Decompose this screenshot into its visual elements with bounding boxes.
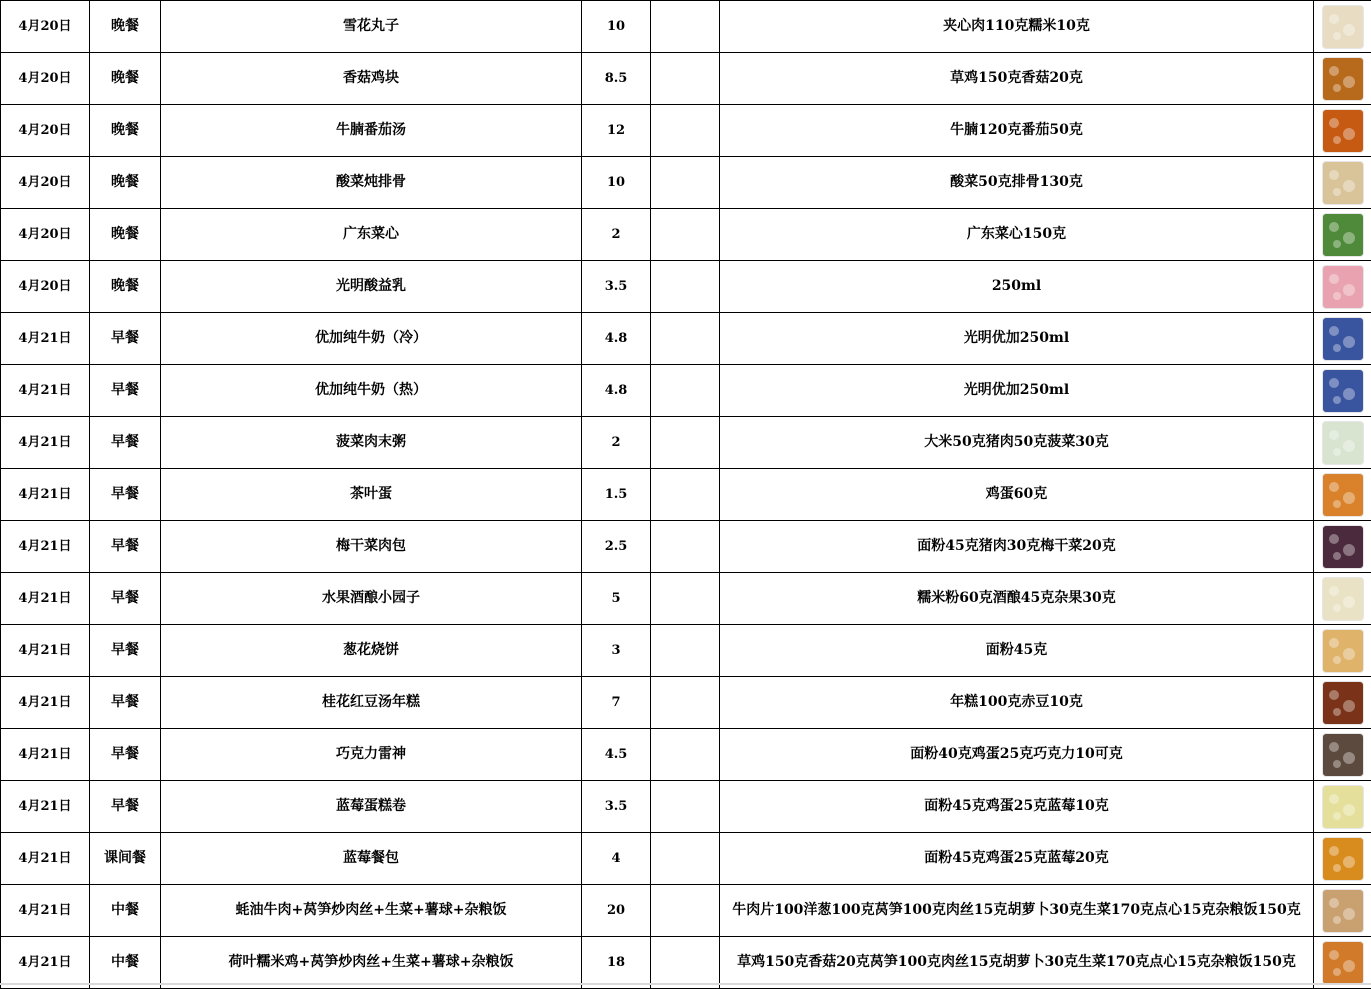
meal-cell[interactable]: 早餐 <box>90 573 161 625</box>
photo-detail <box>1333 708 1341 716</box>
snowball-meatballs-photo[interactable] <box>1322 5 1364 49</box>
empty-cell[interactable] <box>651 521 720 573</box>
empty-cell[interactable] <box>651 833 720 885</box>
ingredients-cell[interactable]: 250ml <box>720 261 1314 313</box>
meal-cell[interactable]: 晚餐 <box>90 209 161 261</box>
photo-detail <box>1333 188 1341 196</box>
empty-cell[interactable] <box>651 365 720 417</box>
photo-detail <box>1329 222 1339 232</box>
empty-cell[interactable] <box>651 729 720 781</box>
menu-rows <box>1 1 1371 989</box>
photo-detail <box>1329 794 1339 804</box>
ingredients-cell[interactable]: 面粉45克 <box>720 625 1314 677</box>
price-cell[interactable]: 18 <box>582 937 651 989</box>
ingredients-cell[interactable]: 酸菜50克排骨130克 <box>720 157 1314 209</box>
blueberry-cake-roll-photo[interactable] <box>1322 785 1364 829</box>
date-cell[interactable]: 4月21日 <box>1 885 90 937</box>
dish-cell[interactable]: 蓝莓餐包 <box>161 833 582 885</box>
photo-detail <box>1343 908 1355 920</box>
beef-tomato-soup-photo[interactable] <box>1322 109 1364 153</box>
empty-cell[interactable] <box>651 937 720 989</box>
photo-detail <box>1333 500 1341 508</box>
photo-detail <box>1333 344 1341 352</box>
photo-detail <box>1343 544 1355 556</box>
table-row <box>1 261 1371 313</box>
table-row <box>1 469 1371 521</box>
date-cell[interactable]: 4月21日 <box>1 417 90 469</box>
meal-cell[interactable]: 晚餐 <box>90 53 161 105</box>
dish-cell[interactable]: 葱花烧饼 <box>161 625 582 677</box>
price-cell[interactable]: 3.5 <box>582 261 651 313</box>
ingredients-cell[interactable]: 糯米粉60克酒酿45克杂果30克 <box>720 573 1314 625</box>
meal-cell[interactable]: 中餐 <box>90 885 161 937</box>
date-cell[interactable]: 4月21日 <box>1 781 90 833</box>
dish-cell[interactable]: 牛腩番茄汤 <box>161 105 582 157</box>
photo-cell[interactable] <box>1314 833 1371 885</box>
photo-detail <box>1343 284 1355 296</box>
date-cell[interactable]: 4月20日 <box>1 209 90 261</box>
ingredients-cell[interactable]: 草鸡150克香菇20克莴笋100克肉丝15克胡萝卜30克生菜170克点心15克杂粮饭150克 <box>720 937 1314 989</box>
table-row <box>1 53 1371 105</box>
photo-detail <box>1329 742 1339 752</box>
photo-detail <box>1343 180 1355 192</box>
photo-detail <box>1333 84 1341 92</box>
price-cell[interactable]: 3 <box>582 625 651 677</box>
price-cell[interactable]: 2.5 <box>582 521 651 573</box>
table-row <box>1 365 1371 417</box>
ingredients-cell[interactable]: 年糕100克赤豆10克 <box>720 677 1314 729</box>
ingredients-cell[interactable]: 鸡蛋60克 <box>720 469 1314 521</box>
table-row <box>1 417 1371 469</box>
photo-cell[interactable] <box>1314 417 1371 469</box>
dish-cell[interactable]: 优加纯牛奶（热） <box>161 365 582 417</box>
photo-detail <box>1333 240 1341 248</box>
photo-cell[interactable] <box>1314 157 1371 209</box>
photo-detail <box>1343 232 1355 244</box>
empty-cell[interactable] <box>651 417 720 469</box>
ingredients-cell[interactable]: 面粉45克鸡蛋25克蓝莓20克 <box>720 833 1314 885</box>
table-row <box>1 781 1371 833</box>
red-bean-ricecake-photo[interactable] <box>1322 681 1364 725</box>
photo-detail <box>1333 136 1341 144</box>
meal-cell[interactable]: 早餐 <box>90 625 161 677</box>
ingredients-cell[interactable]: 广东菜心150克 <box>720 209 1314 261</box>
photo-detail <box>1329 950 1339 960</box>
price-cell[interactable]: 3.5 <box>582 781 651 833</box>
table-row <box>1 885 1371 937</box>
photo-cell[interactable] <box>1314 937 1371 989</box>
scallion-pancake-photo[interactable] <box>1322 629 1364 673</box>
photo-detail <box>1333 968 1341 976</box>
ingredients-cell[interactable]: 面粉45克鸡蛋25克蓝莓10克 <box>720 781 1314 833</box>
empty-cell[interactable] <box>651 313 720 365</box>
photo-cell[interactable] <box>1314 1 1371 53</box>
ingredients-cell[interactable]: 光明优加250ml <box>720 313 1314 365</box>
date-cell[interactable]: 4月21日 <box>1 469 90 521</box>
photo-detail <box>1333 916 1341 924</box>
photo-detail <box>1343 700 1355 712</box>
meal-cell[interactable]: 中餐 <box>90 937 161 989</box>
photo-detail <box>1343 24 1355 36</box>
dish-cell[interactable]: 梅干菜肉包 <box>161 521 582 573</box>
dish-cell[interactable]: 雪花丸子 <box>161 1 582 53</box>
empty-cell[interactable] <box>651 105 720 157</box>
photo-detail <box>1329 846 1339 856</box>
dish-cell[interactable]: 广东菜心 <box>161 209 582 261</box>
photo-cell[interactable] <box>1314 625 1371 677</box>
meal-cell[interactable]: 晚餐 <box>90 261 161 313</box>
table-row <box>1 105 1371 157</box>
ingredients-cell[interactable]: 夹心肉110克糯米10克 <box>720 1 1314 53</box>
table-row <box>1 729 1371 781</box>
photo-cell[interactable] <box>1314 209 1371 261</box>
dish-cell[interactable]: 桂花红豆汤年糕 <box>161 677 582 729</box>
dish-cell[interactable]: 巧克力雷神 <box>161 729 582 781</box>
date-cell[interactable]: 4月21日 <box>1 625 90 677</box>
dish-cell[interactable]: 蓝莓蛋糕卷 <box>161 781 582 833</box>
empty-cell[interactable] <box>651 573 720 625</box>
photo-cell[interactable] <box>1314 105 1371 157</box>
photo-detail <box>1329 170 1339 180</box>
date-cell[interactable]: 4月21日 <box>1 833 90 885</box>
date-cell[interactable]: 4月20日 <box>1 53 90 105</box>
choy-sum-photo[interactable] <box>1322 213 1364 257</box>
photo-cell[interactable] <box>1314 781 1371 833</box>
ingredients-cell[interactable]: 牛肉片100洋葱100克莴笋100克肉丝15克胡萝卜30克生菜170克点心15克杂粮饭150克 <box>720 885 1314 937</box>
photo-detail <box>1343 128 1355 140</box>
photo-cell[interactable] <box>1314 677 1371 729</box>
price-cell[interactable]: 2 <box>582 209 651 261</box>
photo-detail <box>1343 856 1355 868</box>
photo-detail <box>1343 960 1355 972</box>
photo-cell[interactable] <box>1314 261 1371 313</box>
meal-cell[interactable]: 早餐 <box>90 781 161 833</box>
ingredients-cell[interactable]: 大米50克猪肉50克菠菜30克 <box>720 417 1314 469</box>
price-cell[interactable]: 12 <box>582 105 651 157</box>
photo-detail <box>1333 448 1341 456</box>
meal-cell[interactable]: 晚餐 <box>90 157 161 209</box>
photo-detail <box>1333 760 1341 768</box>
photo-detail <box>1329 430 1339 440</box>
table-row <box>1 209 1371 261</box>
table-row <box>1 625 1371 677</box>
photo-detail <box>1333 864 1341 872</box>
price-cell[interactable]: 5 <box>582 573 651 625</box>
photo-detail <box>1343 388 1355 400</box>
price-cell[interactable]: 20 <box>582 885 651 937</box>
ingredients-cell[interactable]: 面粉40克鸡蛋25克巧克力10可克 <box>720 729 1314 781</box>
photo-detail <box>1343 804 1355 816</box>
photo-detail <box>1333 656 1341 664</box>
dish-cell[interactable]: 茶叶蛋 <box>161 469 582 521</box>
milk-carton-photo[interactable] <box>1322 369 1364 413</box>
dish-cell[interactable]: 荷叶糯米鸡+莴笋炒肉丝+生菜+薯球+杂粮饭 <box>161 937 582 989</box>
date-cell[interactable]: 4月21日 <box>1 521 90 573</box>
empty-cell[interactable] <box>651 261 720 313</box>
date-cell[interactable]: 4月20日 <box>1 157 90 209</box>
date-cell[interactable]: 4月20日 <box>1 105 90 157</box>
photo-cell[interactable] <box>1314 313 1371 365</box>
spinach-congee-photo[interactable] <box>1322 421 1364 465</box>
price-cell[interactable]: 4.5 <box>582 729 651 781</box>
date-cell[interactable]: 4月20日 <box>1 261 90 313</box>
bento-beef-photo[interactable] <box>1322 889 1364 933</box>
date-cell[interactable]: 4月21日 <box>1 937 90 989</box>
rice-ball-dessert-photo[interactable] <box>1322 577 1364 621</box>
photo-detail <box>1343 336 1355 348</box>
empty-cell[interactable] <box>651 625 720 677</box>
meal-cell[interactable]: 早餐 <box>90 313 161 365</box>
price-cell[interactable]: 10 <box>582 1 651 53</box>
photo-detail <box>1329 898 1339 908</box>
photo-cell[interactable] <box>1314 469 1371 521</box>
chocolate-roll-photo[interactable] <box>1322 733 1364 777</box>
photo-detail <box>1329 638 1339 648</box>
meal-cell[interactable]: 早餐 <box>90 417 161 469</box>
dish-cell[interactable]: 菠菜肉末粥 <box>161 417 582 469</box>
bento-chicken-photo[interactable] <box>1322 941 1364 985</box>
date-cell[interactable]: 4月21日 <box>1 365 90 417</box>
photo-detail <box>1329 690 1339 700</box>
empty-cell[interactable] <box>651 469 720 521</box>
price-cell[interactable]: 10 <box>582 157 651 209</box>
mushroom-chicken-photo[interactable] <box>1322 57 1364 101</box>
dish-cell[interactable]: 酸菜炖排骨 <box>161 157 582 209</box>
price-cell[interactable]: 7 <box>582 677 651 729</box>
photo-detail <box>1329 118 1339 128</box>
ingredients-cell[interactable]: 草鸡150克香菇20克 <box>720 53 1314 105</box>
milk-carton-photo[interactable] <box>1322 317 1364 361</box>
price-cell[interactable]: 8.5 <box>582 53 651 105</box>
table-row <box>1 937 1371 989</box>
dish-cell[interactable]: 光明酸益乳 <box>161 261 582 313</box>
empty-cell[interactable] <box>651 1 720 53</box>
date-cell[interactable]: 4月21日 <box>1 313 90 365</box>
price-cell[interactable]: 2 <box>582 417 651 469</box>
table-row <box>1 1 1371 53</box>
photo-detail <box>1333 812 1341 820</box>
photo-detail <box>1343 76 1355 88</box>
table-row <box>1 573 1371 625</box>
tea-eggs-photo[interactable] <box>1322 473 1364 517</box>
date-cell[interactable]: 4月20日 <box>1 1 90 53</box>
photo-detail <box>1329 534 1339 544</box>
table-row <box>1 157 1371 209</box>
yogurt-drink-photo[interactable] <box>1322 265 1364 309</box>
photo-detail <box>1329 66 1339 76</box>
photo-detail <box>1343 440 1355 452</box>
price-cell[interactable]: 4.8 <box>582 365 651 417</box>
meal-cell[interactable]: 早餐 <box>90 521 161 573</box>
photo-detail <box>1333 396 1341 404</box>
photo-cell[interactable] <box>1314 521 1371 573</box>
photo-detail <box>1333 604 1341 612</box>
ingredients-cell[interactable]: 光明优加250ml <box>720 365 1314 417</box>
dish-cell[interactable]: 香菇鸡块 <box>161 53 582 105</box>
photo-cell[interactable] <box>1314 729 1371 781</box>
meal-cell[interactable]: 晚餐 <box>90 1 161 53</box>
meal-cell[interactable]: 晚餐 <box>90 105 161 157</box>
photo-detail <box>1329 274 1339 284</box>
photo-detail <box>1343 492 1355 504</box>
price-cell[interactable]: 4.8 <box>582 313 651 365</box>
photo-detail <box>1333 552 1341 560</box>
meal-cell[interactable]: 早餐 <box>90 365 161 417</box>
meal-cell[interactable]: 早餐 <box>90 677 161 729</box>
dish-cell[interactable]: 水果酒酿小园子 <box>161 573 582 625</box>
photo-detail <box>1343 596 1355 608</box>
table-row <box>1 313 1371 365</box>
dish-cell[interactable]: 优加纯牛奶（冷） <box>161 313 582 365</box>
photo-cell[interactable] <box>1314 53 1371 105</box>
meal-cell[interactable]: 早餐 <box>90 729 161 781</box>
price-cell[interactable]: 4 <box>582 833 651 885</box>
date-cell[interactable]: 4月21日 <box>1 573 90 625</box>
photo-detail <box>1329 586 1339 596</box>
photo-cell[interactable] <box>1314 885 1371 937</box>
photo-detail <box>1329 14 1339 24</box>
dish-cell[interactable]: 蚝油牛肉+莴笋炒肉丝+生菜+薯球+杂粮饭 <box>161 885 582 937</box>
photo-detail <box>1333 32 1341 40</box>
blueberry-bun-photo[interactable] <box>1322 837 1364 881</box>
photo-detail <box>1329 326 1339 336</box>
photo-cell[interactable] <box>1314 573 1371 625</box>
photo-detail <box>1343 752 1355 764</box>
table-row <box>1 833 1371 885</box>
empty-cell[interactable] <box>651 677 720 729</box>
empty-cell[interactable] <box>651 209 720 261</box>
date-cell[interactable]: 4月21日 <box>1 677 90 729</box>
meal-cell[interactable]: 早餐 <box>90 469 161 521</box>
empty-cell[interactable] <box>651 781 720 833</box>
meal-cell[interactable]: 课间餐 <box>90 833 161 885</box>
photo-detail <box>1343 648 1355 660</box>
empty-cell[interactable] <box>651 53 720 105</box>
photo-detail <box>1329 482 1339 492</box>
photo-detail <box>1329 378 1339 388</box>
table-row <box>1 677 1371 729</box>
ingredients-cell[interactable]: 牛腩120克番茄50克 <box>720 105 1314 157</box>
preserved-veg-bun-photo[interactable] <box>1322 525 1364 569</box>
photo-cell[interactable] <box>1314 365 1371 417</box>
ingredients-cell[interactable]: 面粉45克猪肉30克梅干菜20克 <box>720 521 1314 573</box>
price-cell[interactable]: 1.5 <box>582 469 651 521</box>
pickled-cabbage-ribs-photo[interactable] <box>1322 161 1364 205</box>
table-row <box>1 521 1371 573</box>
empty-cell[interactable] <box>651 157 720 209</box>
date-cell[interactable]: 4月21日 <box>1 729 90 781</box>
photo-detail <box>1333 292 1341 300</box>
empty-cell[interactable] <box>651 885 720 937</box>
